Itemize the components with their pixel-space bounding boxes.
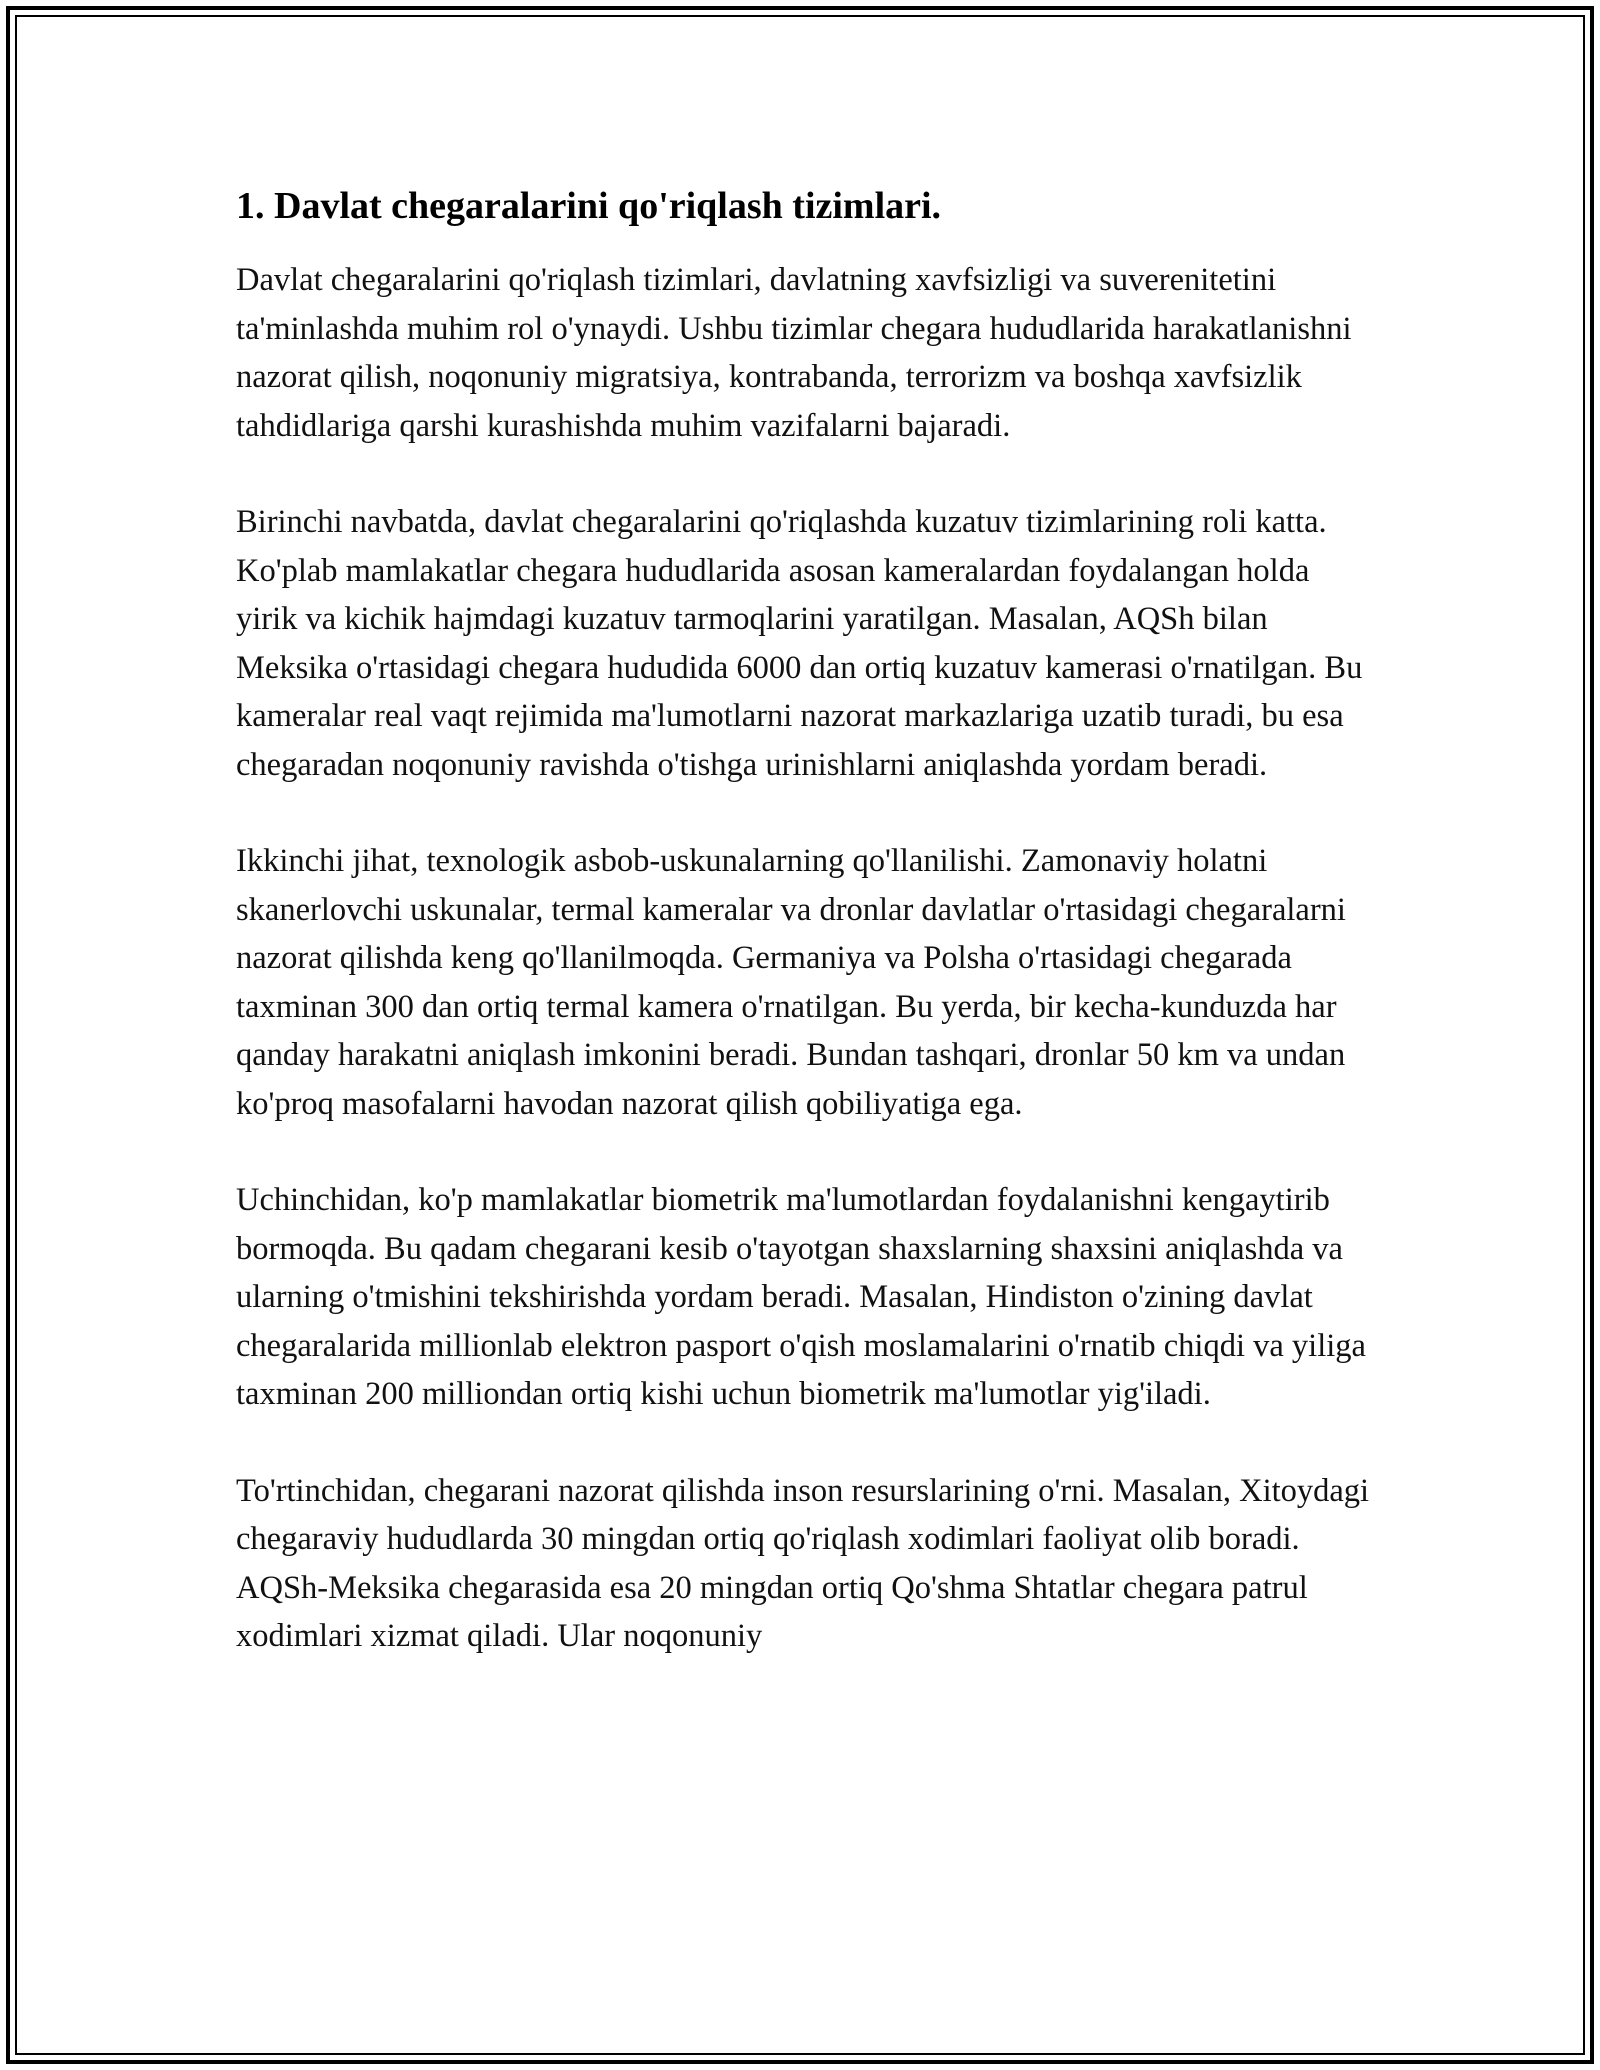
paragraph-human-resources: To'rtinchidan, chegarani nazorat qilishda inson resurslarining o'rni. Masalan, Xitoydagi chegaraviy hududlarda 30 mingdan ortiq qo'riqlash xodimlari faoliyat olib boradi. AQSh-Meksika chegarasida esa 20 mingdan ortiq Qo'shma Shtatlar chegara patrul xodimlari xizmat qiladi. Ular noqonuniy [236,1472,1370,1654]
paragraph-intro: Davlat chegaralarini qo'riqlash tizimlari, davlatning xavfsizligi va suverenitetini ta'minlashda muhim rol o'ynaydi. Ushbu tizimlar chegara hududlarida harakatlanishni nazorat qilish, noqonuniy migratsiya, kontrabanda, terrorizm va boshqa xavfsizlik tahdidlariga qarshi kurashishda muhim vazifalarni bajaradi. [236,262,1352,444]
paragraph-technology: Ikkinchi jihat, texnologik asbob-uskunalarning qo'llanilishi. Zamonaviy holatni skanerlovchi uskunalar, termal kameralar va dronlar davlatlar o'rtasidagi chegaralarni nazorat qilishda keng qo'llanilmoqda. Germaniya va Polsha o'rtasidagi chegarada taxminan 300 dan ortiq termal kamera o'rnatilgan. Bu yerda, bir kecha-kunduzda har qanday harakatni aniqlash imkonini beradi. Bundan tashqari, dronlar 50 km va undan ko'proq masofalarni havodan nazorat qilish qobiliyatiga ega. [236,843,1346,1122]
section-heading: 1. Davlat chegaralarini qo'riqlash tizimlari. [236,185,942,227]
document-body [236,182,1376,1661]
paragraph-surveillance: Birinchi navbatda, davlat chegaralarini qo'riqlashda kuzatuv tizimlarining roli katta. Ko'plab mamlakatlar chegara hududlarida asosan kameralardan foydalangan holda yirik va kichik hajmdagi kuzatuv tarmoqlarini yaratilgan. Masalan, AQSh bilan Meksika o'rtasidagi chegara hududida 6000 dan ortiq kuzatuv kamerasi o'rnatilgan. Bu kameralar real vaqt rejimida ma'lumotlarni nazorat markazlariga uzatib turadi, bu esa chegaradan noqonuniy ravishda o'tishga urinishlarni aniqlashda yordam beradi. [236,504,1363,783]
paragraph-biometrics: Uchinchidan, ko'p mamlakatlar biometrik ma'lumotlardan foydalanishni kengaytirib bormoqda. Bu qadam chegarani kesib o'tayotgan shaxslarning shaxsini aniqlashda va ularning o'tmishini tekshirishda yordam beradi. Masalan, Hindiston o'zining davlat chegaralarida millionlab elektron pasport o'qish moslamalarini o'rnatib chiqdi va yiliga taxminan 200 milliondan ortiq kishi uchun biometrik ma'lumotlar yig'iladi. [236,1182,1366,1412]
